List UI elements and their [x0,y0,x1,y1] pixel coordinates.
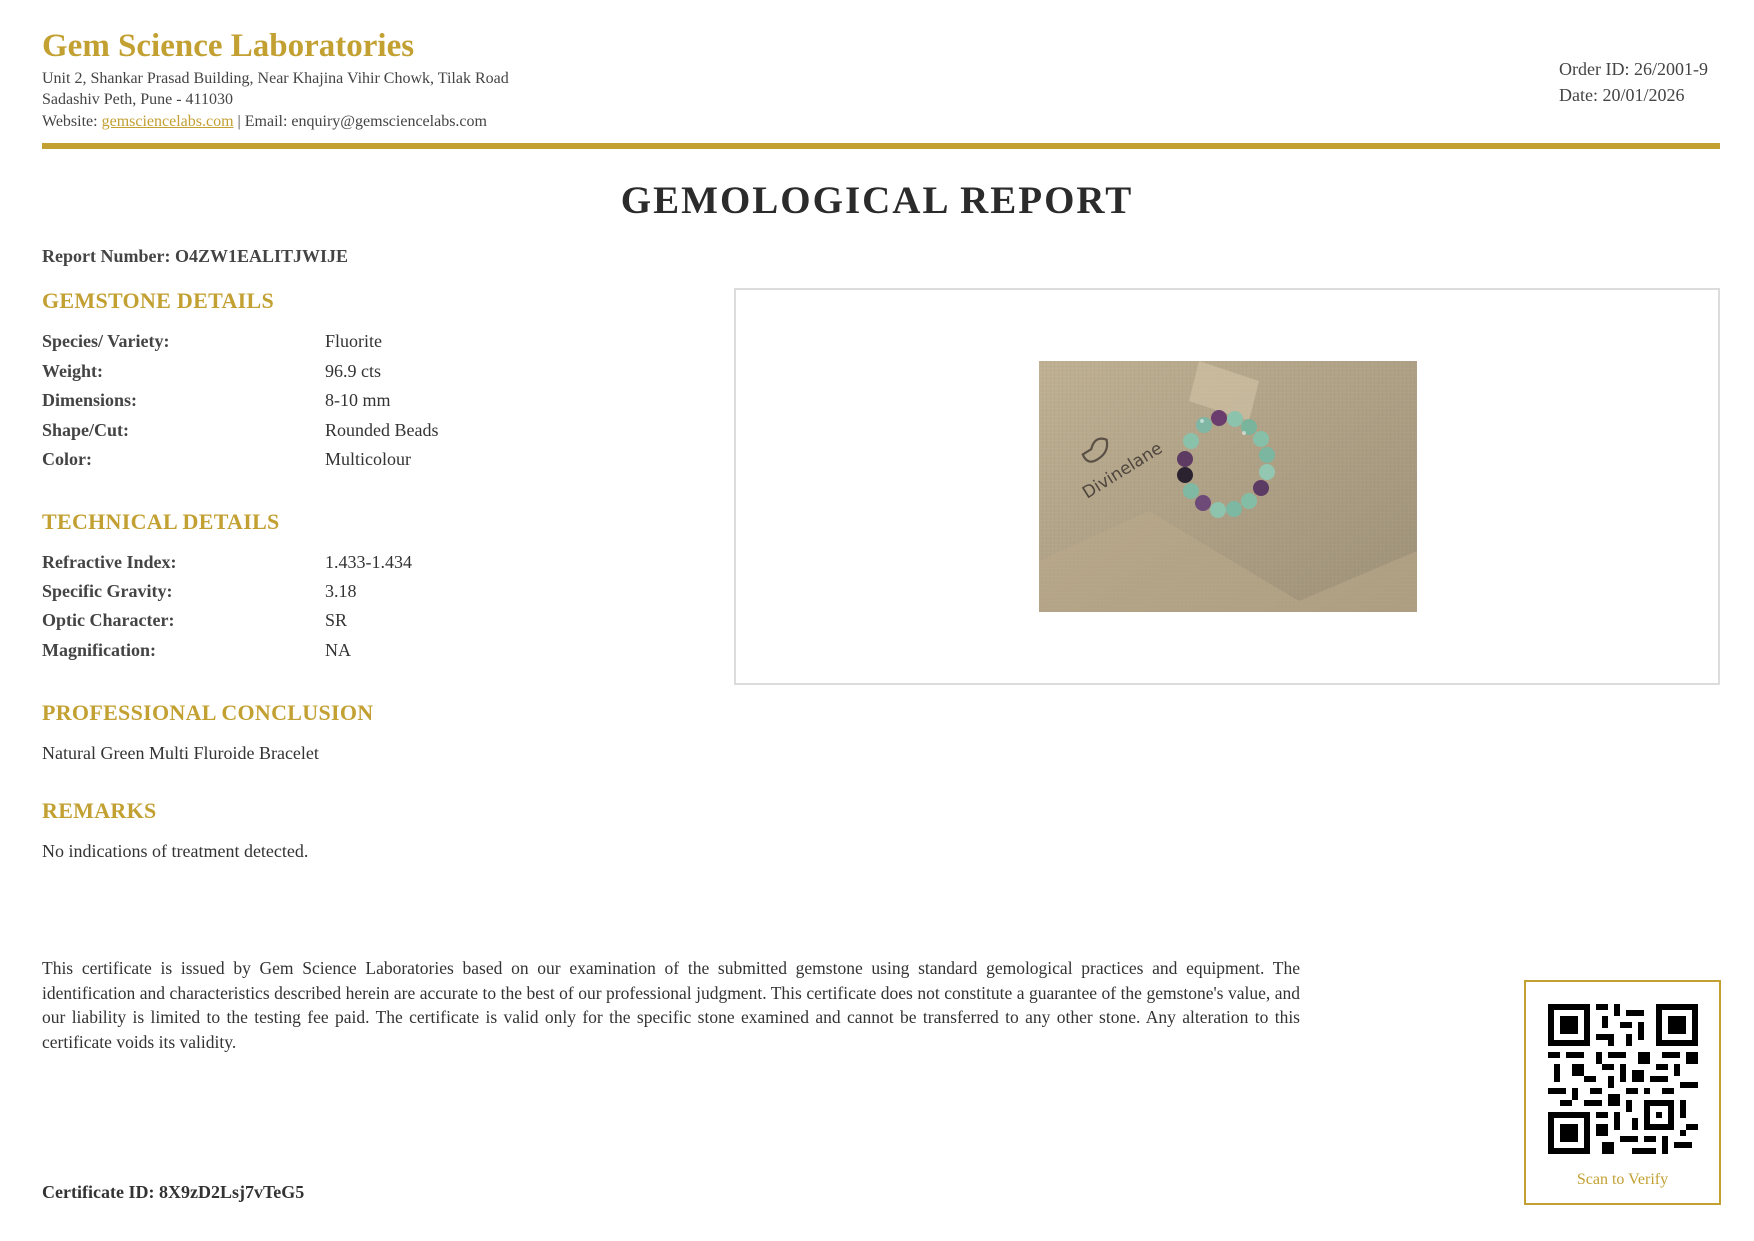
detail-row-weight [42,361,642,389]
tech-label: Optic Character: [42,610,175,630]
tech-value: 1.433-1.434 [325,552,412,572]
detail-value: Rounded Beads [325,420,439,440]
website-label: Website: [42,113,98,130]
tech-row-refractive-index [42,552,642,580]
lab-name: Gem Science Laboratories [42,28,415,64]
certificate-id-label: Certificate ID: [42,1182,155,1202]
remarks-text: No indications of treatment detected. [42,841,309,861]
remarks-heading: REMARKS [42,798,157,823]
contact-line [42,113,487,131]
detail-row-shape [42,420,642,448]
detail-value: 96.9 cts [325,361,381,381]
website-link[interactable]: gemsciencelabs.com [101,113,234,130]
detail-label: Dimensions: [42,390,138,410]
order-id: Order ID: 26/2001-9 [1559,59,1708,79]
detail-value: 8-10 mm [325,390,391,410]
tech-label: Magnification: [42,640,156,660]
detail-row-color [42,449,642,477]
technical-details-heading: TECHNICAL DETAILS [42,509,280,534]
tech-row-optic-character [42,610,642,638]
address-line-2: Sadashiv Peth, Pune - 411030 [42,91,233,108]
detail-label: Weight: [42,361,103,381]
report-number-label: Report Number: [42,246,171,266]
email-address: enquiry@gemsciencelabs.com [291,113,487,130]
gemstone-photo [1039,361,1417,612]
gemstone-details-heading: GEMSTONE DETAILS [42,288,274,313]
disclaimer-text: This certificate is issued by Gem Science Laboratories based on our examination of the submitted gemstone using standard gemological practices and equipment. The identification and characteristics described herein are accurate to the best of our professional judgment. This certificate does not constitute a guarantee of the gemstone's value, and our liability is limited to the testing fee paid. The certificate is valid only for the specific stone examined and cannot be transferred to any other stone. Any alteration to this certificate voids its validity. [42,958,1300,1052]
detail-row-species [42,331,642,359]
brand-text: Divinelane [1079,438,1167,504]
qr-verify-box[interactable] [1524,980,1721,1205]
certificate-id-value: 8X9zD2Lsj7vTeG5 [158,1182,305,1202]
address-line-1: Unit 2, Shankar Prasad Building, Near Khajina Vihir Chowk, Tilak Road [42,70,509,87]
qr-caption: Scan to Verify [1576,1171,1669,1188]
detail-label: Species/ Variety: [42,331,170,351]
conclusion-heading: PROFESSIONAL CONCLUSION [42,700,374,725]
detail-row-dimensions [42,390,642,418]
detail-value: Fluorite [325,331,382,351]
tech-value: NA [325,640,351,660]
report-title: GEMOLOGICAL REPORT [620,179,1134,222]
report-date: Date: 20/01/2026 [1559,85,1685,105]
header-divider [42,143,1720,149]
detail-value: Multicolour [325,449,411,469]
tech-row-specific-gravity [42,581,642,609]
report-number-value: O4ZW1EALITJWIJE [174,246,349,266]
gemstone-photo-frame [734,288,1720,685]
tech-label: Specific Gravity: [42,581,173,601]
report-number [42,246,348,267]
certificate-id [42,1182,304,1203]
email-separator: | Email: [237,113,288,130]
tech-value: SR [325,610,348,630]
tech-value: 3.18 [325,581,357,601]
detail-label: Shape/Cut: [42,420,130,440]
conclusion-text: Natural Green Multi Fluroide Bracelet [42,743,319,763]
tech-row-magnification [42,640,642,668]
tech-label: Refractive Index: [42,552,177,572]
qr-code-icon[interactable] [1548,1004,1698,1154]
detail-label: Color: [42,449,92,469]
